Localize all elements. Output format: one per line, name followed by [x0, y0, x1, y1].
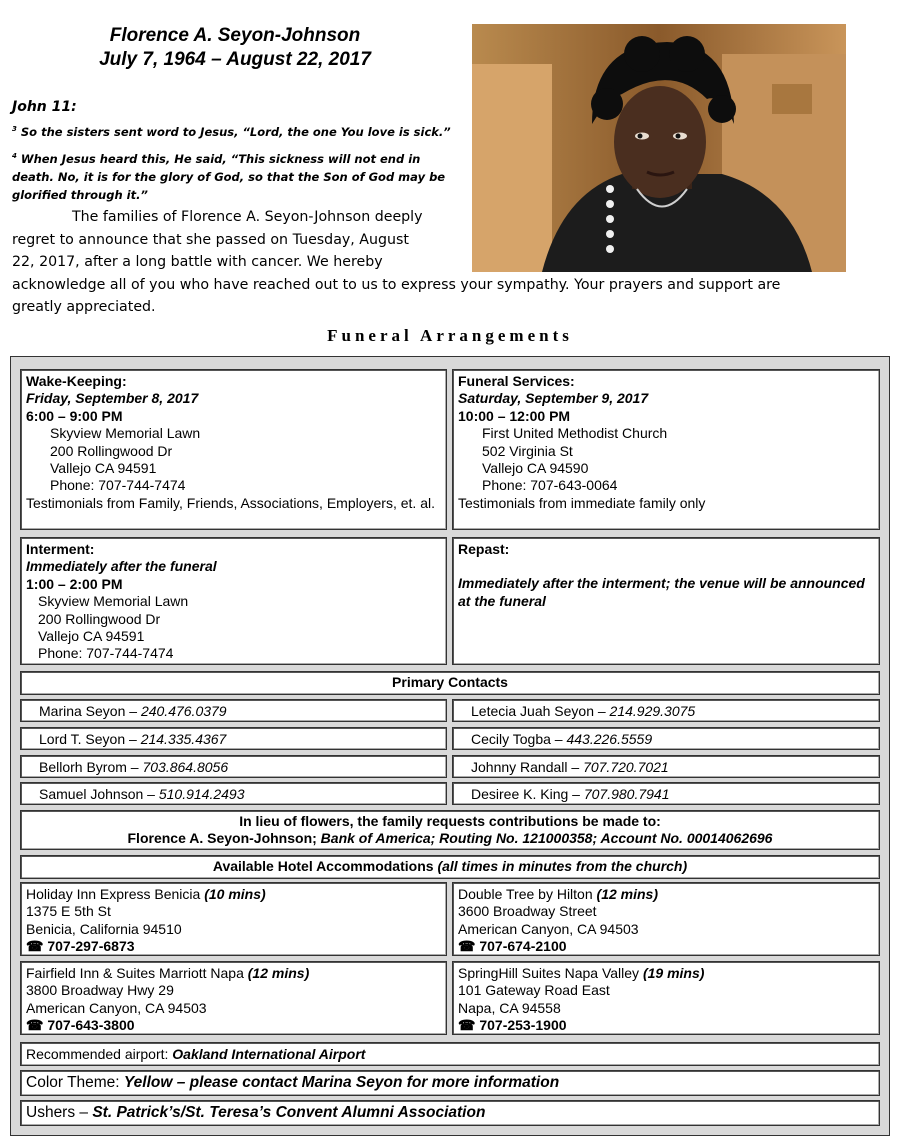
hotel-name: Holiday Inn Express Benicia — [26, 886, 205, 902]
repast-heading: Repast: — [458, 541, 510, 557]
contact-row-3-right — [452, 755, 880, 778]
hotel-city: Benicia, California 94510 — [26, 920, 182, 937]
interment-cell — [20, 537, 447, 665]
hotel-phone[interactable]: ☎ 707-297-6873 — [26, 938, 135, 955]
hotel-street: 1375 E 5th St — [26, 903, 111, 920]
verse-4-number: 4 — [12, 151, 17, 160]
interment-venue: Skyview Memorial Lawn — [38, 593, 189, 610]
verse-3 — [12, 120, 462, 141]
hotels-heading-note: (all times in minutes from the church) — [437, 858, 688, 874]
phone-icon: ☎ — [26, 1017, 44, 1034]
wake-note: Testimonials from Family, Friends, Associations, Employers, et. al. — [26, 494, 435, 511]
funeral-phone: Phone: 707-643-0064 — [482, 477, 618, 494]
contact-row-1-right — [452, 699, 880, 722]
wake-keeping-cell — [20, 369, 447, 530]
hotel-city: Napa, CA 94558 — [458, 999, 561, 1016]
wake-date: Friday, September 8, 2017 — [26, 390, 199, 407]
announcement-line-3: 22, 2017, after a long battle with cancer. We hereby — [12, 254, 383, 271]
announcement — [12, 206, 847, 319]
phone-icon: ☎ — [458, 1017, 476, 1034]
hotel-minutes: (12 mins) — [596, 886, 658, 902]
airport-value: Oakland International Airport — [172, 1046, 366, 1062]
funeral-street: 502 Virginia St — [482, 442, 573, 459]
phone-icon: ☎ — [26, 938, 44, 955]
contact-phone: 214.335.4367 — [140, 731, 227, 747]
repast-text: Immediately after the interment; the venue will be announced at the funeral — [458, 575, 865, 609]
contact-name: Letecia Juah Seyon – — [471, 703, 610, 719]
verse-4-text: When Jesus heard this, He said, “This sickness will not end in death. No, it is for the glory of God, so that the Son of God may be glorified through it.” — [12, 151, 446, 202]
contact-name: Johnny Randall – — [471, 759, 584, 775]
hotel-holiday-inn — [20, 882, 447, 956]
color-theme-label: Color Theme: — [26, 1074, 124, 1091]
hotel-street: 3800 Broadway Hwy 29 — [26, 982, 174, 999]
contact-phone: 443.226.5559 — [566, 731, 653, 747]
wake-city: Vallejo CA 94591 — [50, 460, 157, 477]
flowers-line-1: In lieu of flowers, the family requests contributions be made to: — [239, 813, 661, 829]
repast-cell — [452, 537, 880, 665]
funeral-heading: Funeral Services: — [458, 373, 575, 389]
beneficiary-name: Florence A. Seyon-Johnson; — [127, 830, 321, 847]
contact-row-3-left — [20, 755, 447, 778]
contact-name: Lord T. Seyon – — [39, 731, 141, 747]
recommended-airport — [20, 1042, 880, 1066]
contact-row-2-right — [452, 727, 880, 750]
contact-phone: 214.929.3075 — [609, 703, 696, 719]
wake-venue: Skyview Memorial Lawn — [50, 425, 201, 442]
hotel-fairfield-inn — [20, 961, 447, 1035]
contact-phone: 707.980.7941 — [583, 786, 670, 802]
announcement-line-2: regret to announce that she passed on Tuesday, August — [12, 231, 409, 248]
hotel-city: American Canyon, CA 94503 — [26, 999, 207, 1016]
verse-3-text: So the sisters sent word to Jesus, “Lord, the one You love is sick.” — [20, 124, 451, 139]
color-theme — [20, 1070, 880, 1096]
scripture-reference: John 11: — [12, 99, 77, 115]
interment-date: Immediately after the funeral — [26, 558, 217, 575]
funeral-services-cell — [452, 369, 880, 530]
bank-details: Bank of America; Routing No. 121000358; Account No. 00014062696 — [320, 830, 773, 847]
funeral-date: Saturday, September 9, 2017 — [458, 390, 649, 407]
ushers — [20, 1100, 880, 1126]
ushers-value: St. Patrick’s/St. Teresa’s Convent Alumni Association — [92, 1104, 486, 1121]
hotel-phone[interactable]: ☎ 707-674-2100 — [458, 938, 567, 955]
color-theme-value: Yellow – please contact Marina Seyon for more information — [123, 1074, 560, 1091]
wake-street: 200 Rollingwood Dr — [50, 442, 173, 459]
contact-phone: 703.864.8056 — [142, 759, 229, 775]
wake-heading: Wake-Keeping: — [26, 373, 127, 389]
contact-name: Bellorh Byrom – — [39, 759, 143, 775]
announcement-line-1: The families of Florence A. Seyon-Johnson deeply — [72, 209, 423, 225]
funeral-city: Vallejo CA 94590 — [482, 460, 589, 477]
hotel-springhill-suites — [452, 961, 880, 1035]
primary-contacts-heading: Primary Contacts — [20, 671, 880, 695]
contact-phone: 510.914.2493 — [158, 786, 245, 802]
hotel-double-tree — [452, 882, 880, 956]
funeral-note: Testimonials from immediate family only — [458, 494, 706, 511]
interment-phone: Phone: 707-744-7474 — [38, 645, 174, 662]
contact-row-1-left — [20, 699, 447, 722]
hotel-minutes: (10 mins) — [204, 886, 266, 902]
airport-label: Recommended airport: — [26, 1046, 173, 1062]
deceased-name: Florence A. Seyon-Johnson — [109, 25, 361, 46]
scripture-passage — [12, 98, 462, 204]
contact-phone: 240.476.0379 — [140, 703, 227, 719]
hotel-name: SpringHill Suites Napa Valley — [458, 965, 643, 981]
announcement-line-5: greatly appreciated. — [12, 299, 156, 316]
hotel-street: 3600 Broadway Street — [458, 903, 597, 920]
hotel-minutes: (19 mins) — [642, 965, 705, 981]
verse-4 — [12, 147, 462, 204]
wake-time: 6:00 – 9:00 PM — [26, 407, 123, 424]
interment-time: 1:00 – 2:00 PM — [26, 575, 123, 592]
contact-name: Desiree K. King – — [471, 786, 584, 802]
wake-phone: Phone: 707-744-7474 — [50, 477, 186, 494]
hotel-phone[interactable]: ☎ 707-253-1900 — [458, 1017, 567, 1034]
contact-row-4-left — [20, 782, 447, 805]
hotels-heading — [20, 855, 880, 879]
hotel-name: Double Tree by Hilton — [458, 886, 597, 902]
phone-icon: ☎ — [458, 938, 476, 955]
contact-name: Cecily Togba – — [471, 731, 567, 747]
contact-name: Marina Seyon – — [39, 703, 141, 719]
verse-3-number: 3 — [12, 125, 17, 133]
hotel-city: American Canyon, CA 94503 — [458, 920, 639, 937]
funeral-venue: First United Methodist Church — [482, 425, 668, 442]
hotel-minutes: (12 mins) — [247, 965, 310, 981]
contact-row-2-left — [20, 727, 447, 750]
interment-heading: Interment: — [26, 541, 95, 557]
contact-name: Samuel Johnson – — [39, 786, 159, 802]
hotels-heading-text: Available Hotel Accommodations — [212, 858, 438, 874]
contact-row-4-right — [452, 782, 880, 805]
announcement-line-4: acknowledge all of you who have reached out to us to express your sympathy. Your prayers and support are — [12, 276, 781, 293]
hotel-phone[interactable]: ☎ 707-643-3800 — [26, 1017, 135, 1034]
hotel-name: Fairfield Inn & Suites Marriott Napa — [26, 965, 248, 981]
life-dates: July 7, 1964 – August 22, 2017 — [99, 49, 371, 70]
flowers-line-2 — [26, 830, 874, 847]
interment-street: 200 Rollingwood Dr — [38, 610, 161, 627]
ushers-label: Ushers – — [26, 1104, 93, 1121]
in-lieu-of-flowers — [20, 810, 880, 850]
obituary-header — [40, 24, 430, 72]
contact-phone: 707.720.7021 — [583, 759, 669, 775]
arrangements-title: Funeral Arrangements — [327, 326, 573, 345]
funeral-time: 10:00 – 12:00 PM — [458, 407, 571, 424]
hotel-street: 101 Gateway Road East — [458, 982, 610, 999]
interment-city: Vallejo CA 94591 — [38, 628, 145, 645]
